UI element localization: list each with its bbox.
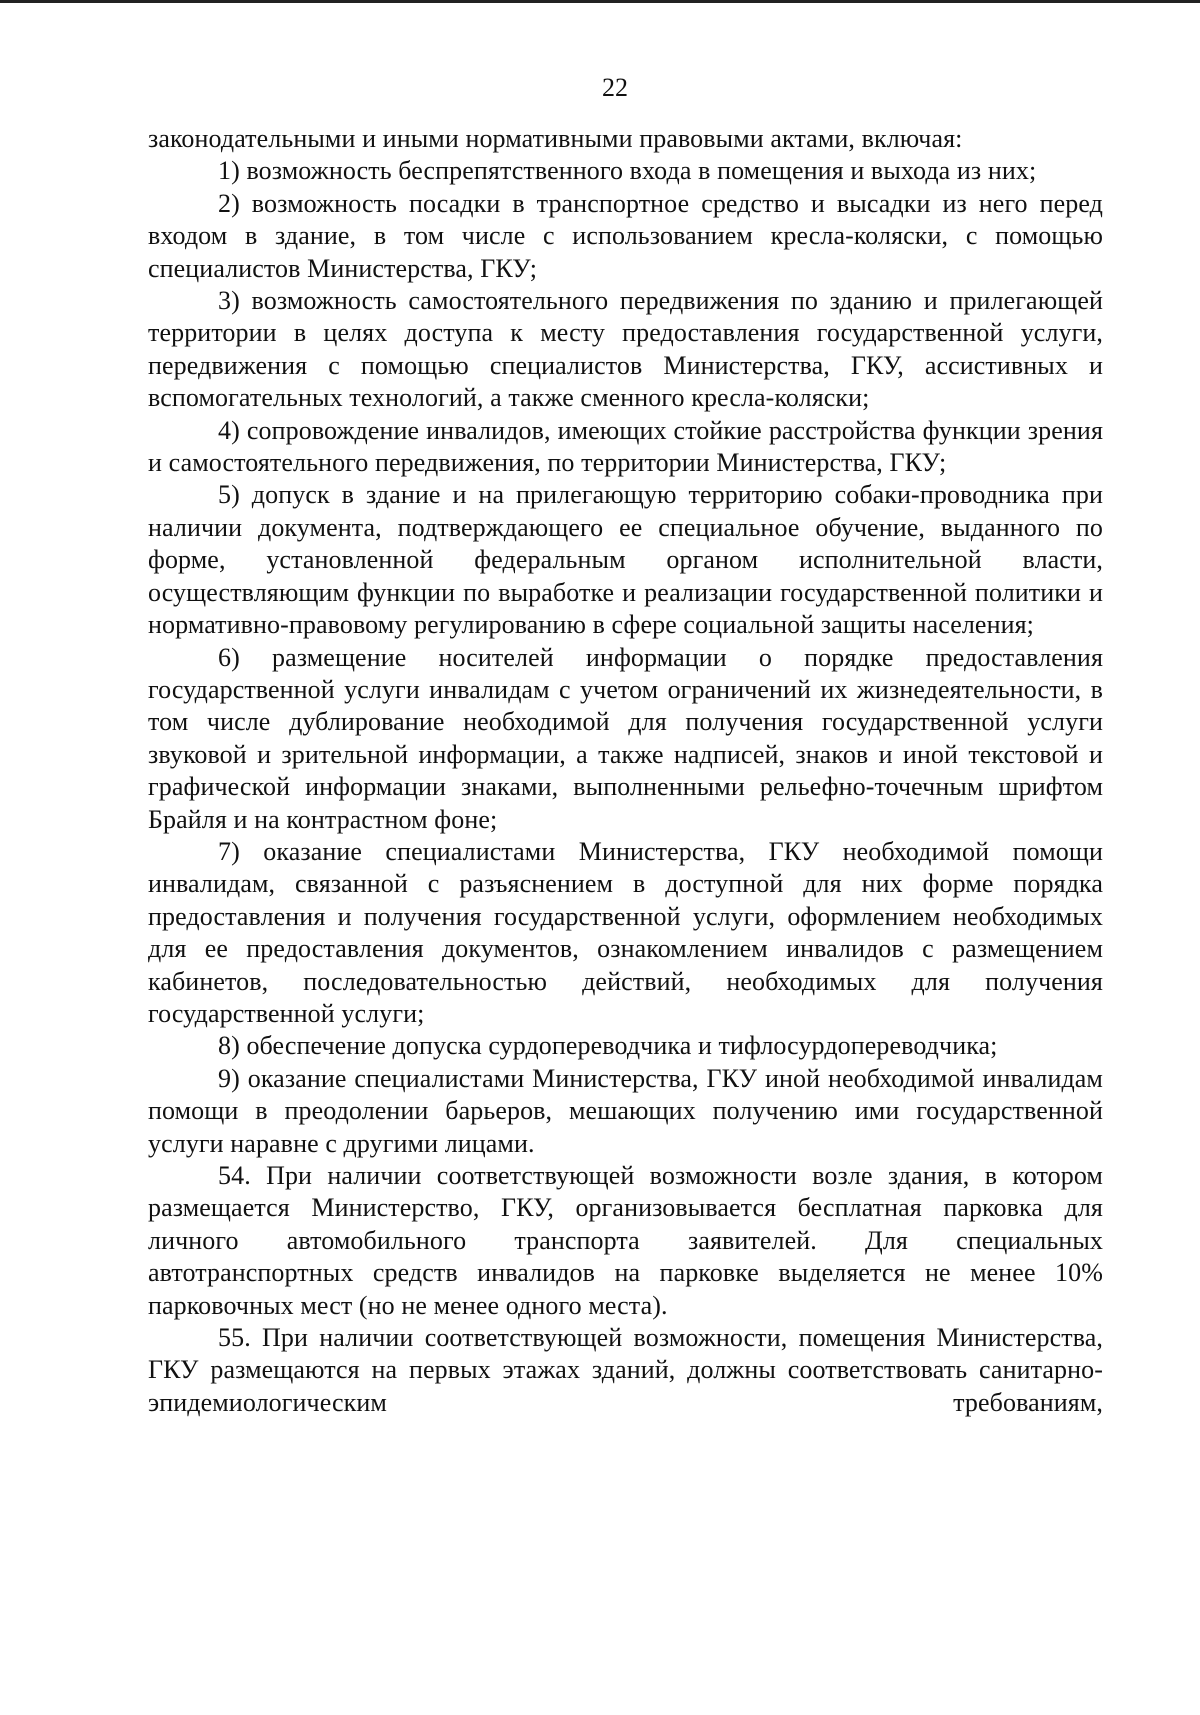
clause-54: 54. При наличии соответствующей возможности возле здания, в котором размещается Министерство, ГКУ, организовывается бесплатная парковка для личного автомобильного транспорта заявителей. Для специальных автотранспортных средств инвалидов на парковке выделяется не менее 10% парковочных мест (но не менее одного места). — [148, 1161, 1103, 1320]
list-item-2: 2) возможность посадки в транспортное средство и высадки из него перед входом в здание, в том числе с использованием кресла-коляски, с помощью специалистов Министерства, ГКУ; — [148, 188, 1103, 283]
document-body — [148, 123, 1103, 1419]
clause-55: 55. При наличии соответствующей возможности, помещения Министерства, ГКУ размещаются на первых этажах зданий, должны соответствовать санитарно-эпидемиологическим требованиям, — [148, 1323, 1103, 1417]
page-number: 22 — [602, 73, 628, 102]
list-item-1: 1) возможность беспрепятственного входа в помещения и выхода из них; — [218, 156, 1037, 186]
top-border-line — [0, 0, 1200, 3]
list-item-5: 5) допуск в здание и на прилегающую территорию собаки-проводника при наличии документа, подтверждающего ее специальное обучение, выданного по форме, установленной федеральным органом исполнительной власти, осуществляющим функции по выработке и реализации государственной политики и нормативно-правовому регулированию в сфере социальной защиты населения; — [148, 480, 1103, 640]
list-item-8: 8) обеспечение допуска сурдопереводчика и тифлосурдопереводчика; — [218, 1031, 998, 1061]
list-item-3: 3) возможность самостоятельного передвижения по зданию и прилегающей территории в целях доступа к месту предоставления государственной услуги, передвижения с помощью специалистов Министерства, ГКУ, ассистивных и вспомогательных технологий, а также сменного кресла-коляски; — [148, 286, 1103, 413]
list-item-9: 9) оказание специалистами Министерства, ГКУ иной необходимой инвалидам помощи в преодолении барьеров, мешающих получению ими государственной услуги наравне с другими лицами. — [148, 1063, 1103, 1158]
list-item-4: 4) сопровождение инвалидов, имеющих стойкие расстройства функции зрения и самостоятельного передвижения, по территории Министерства, ГКУ; — [148, 415, 1103, 478]
list-item-6: 6) размещение носителей информации о порядке предоставления государственной услуги инвалидам с учетом ограничений их жизнедеятельности, в том числе дублирование необходимой для получения государственной услуги звуковой и зрительной информации, а также надписей, знаков и иной текстовой и графической информации знаками, выполненными рельефно-точечным шрифтом Брайля и на контрастном фоне; — [148, 642, 1103, 834]
list-item-7: 7) оказание специалистами Министерства, ГКУ необходимой помощи инвалидам, связанной с разъяснением в доступной для них форме порядка предоставления и получения государственной услуги, оформлением необходимых для ее предоставления документов, ознакомлением инвалидов с размещением кабинетов, последовательностью действий, необходимых для получения государственной услуги; — [148, 836, 1103, 1028]
paragraph-continuation: законодательными и иными нормативными правовыми актами, включая: — [148, 124, 963, 153]
